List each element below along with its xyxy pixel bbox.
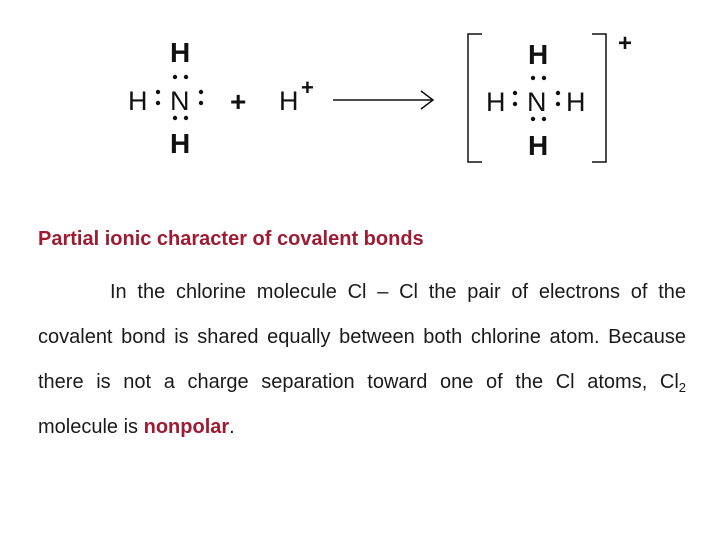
chlorine-subscript: 2 <box>678 380 686 395</box>
ammonium-formation-diagram <box>0 0 720 200</box>
bond-pair-dot <box>173 116 177 120</box>
proton <box>279 75 314 116</box>
bond-pair-dot <box>184 116 188 120</box>
lone-pair-dot <box>199 90 203 94</box>
lone-pair-dot <box>173 75 177 79</box>
body-paragraph <box>38 270 686 450</box>
ammonium-right-hydrogen: H <box>566 87 586 117</box>
reaction-arrow <box>333 91 433 109</box>
ammonium-top-hydrogen: H <box>528 39 549 70</box>
proton-symbol: H <box>279 86 299 116</box>
lone-pair-dot <box>199 101 203 105</box>
ammonia-left-hydrogen: H <box>128 86 148 116</box>
ammonia-top-hydrogen: H <box>170 37 191 68</box>
bond-pair-dot <box>513 102 517 106</box>
lone-pair-dot <box>184 75 188 79</box>
bond-pair-dot <box>156 90 160 94</box>
bond-pair-dot <box>531 117 535 121</box>
ammonium-charge: + <box>618 30 633 57</box>
section-heading: Partial ionic character of covalent bonds <box>38 228 424 250</box>
ammonia-lewis-structure <box>128 37 203 159</box>
nonpolar-term: nonpolar <box>143 416 230 438</box>
ammonia-nitrogen: N <box>170 86 190 116</box>
ammonium-left-hydrogen: H <box>486 87 506 117</box>
bond-pair-dot <box>556 102 560 106</box>
bond-pair-dot <box>531 76 535 80</box>
bond-pair-dot <box>156 101 160 105</box>
paragraph-text-continued: molecule is <box>38 416 144 438</box>
left-bracket <box>468 34 482 162</box>
bond-pair-dot <box>556 91 560 95</box>
bond-pair-dot <box>542 117 546 121</box>
bond-pair-dot <box>513 91 517 95</box>
ammonium-bottom-hydrogen: H <box>528 130 549 161</box>
paragraph-end: . <box>229 416 235 438</box>
proton-charge: + <box>301 75 314 100</box>
bond-pair-dot <box>542 76 546 80</box>
ammonium-nitrogen: N <box>527 87 547 117</box>
plus-sign: + <box>230 86 247 117</box>
ammonia-bottom-hydrogen: H <box>170 128 191 159</box>
ammonium-lewis-structure <box>468 30 632 162</box>
paragraph-text: In the chlorine molecule Cl – Cl the pair of electrons of the covalent bond is shared equally between both chlorine atom. Because there is not a charge separation toward one of the Cl atoms, Cl <box>38 281 686 393</box>
right-bracket <box>592 34 606 162</box>
